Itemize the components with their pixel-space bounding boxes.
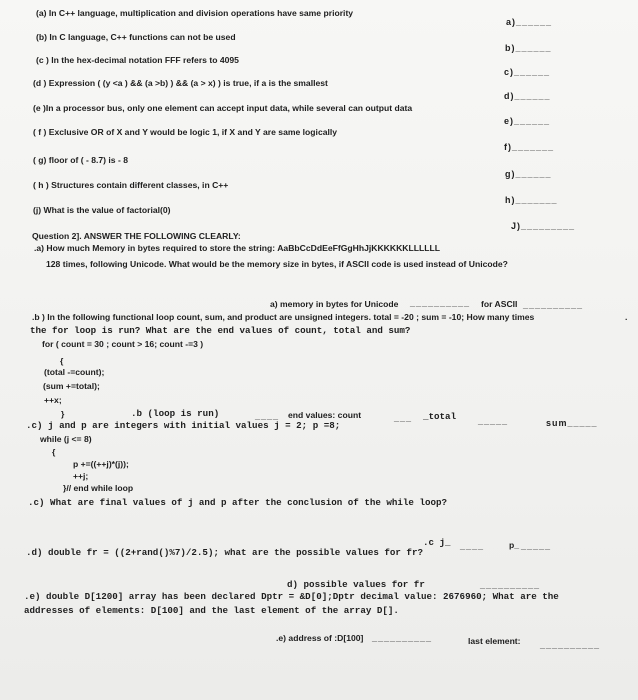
answer-blank-c: c)______ (504, 67, 551, 77)
q2a-ascii-blank: __________ (523, 300, 584, 310)
q2c-answer-p: p_ (509, 540, 520, 550)
statement-g: ( g) floor of ( - 8.7) is - 8 (33, 155, 129, 165)
statement-d: (d ) Expression ( (y <a ) && (a >b) ) && (a > x) ) is true, if a is the smallest (33, 78, 328, 88)
answer-blank-j: J)_________ (511, 221, 576, 231)
q2a-for-ascii: for ASCII (481, 299, 518, 309)
answer-blank-g: g)______ (505, 169, 552, 179)
statement-h: ( h ) Structures contain different classes, in C++ (33, 180, 229, 190)
q2d-blank: __________ (480, 580, 541, 590)
answer-blank-h: h)_______ (505, 195, 558, 205)
statement-f: ( f ) Exclusive OR of X and Y would be logic 1, if X and Y are same logically (33, 127, 338, 137)
code-brace-open: { (60, 356, 64, 366)
q2e-answer: .e) address of :D[100] (276, 633, 364, 643)
q2b-total-label: _total (423, 411, 457, 422)
q2c-j-blank: ____ (460, 541, 485, 551)
q2d-answer: d) possible values for fr (287, 579, 425, 590)
statement-a: (a) In C++ language, multiplication and division operations have same priority (36, 8, 354, 18)
q2b-sum-blank: sum_____ (546, 418, 598, 428)
q2e-line2: addresses of elements: D[100] and the last element of the array D[]. (24, 605, 399, 616)
code-sum-line: (sum +=total); (43, 381, 100, 391)
q2a-line2: 128 times, following Unicode. What would be the memory size in bytes, if ASCII code is used instead of Unicode? (46, 259, 508, 269)
q2e-line1: .e) double D[1200] array has been declared Dptr = &D[0];Dptr decimal value: 2676960; What are the (24, 591, 559, 602)
code-brace-close: } (61, 409, 65, 419)
code-x-line: ++x; (44, 395, 62, 405)
q2b-line2: the for loop is run? What are the end values of count, total and sum? (30, 325, 411, 336)
q2e-blank1: __________ (372, 633, 433, 643)
q2c-p-blank: _____ (521, 541, 552, 551)
q2a-unicode-blank: __________ (410, 298, 471, 308)
answer-blank-e: e)______ (504, 116, 551, 126)
q2c-answer-j: .c j_ (423, 537, 451, 548)
q2a-answer-label: a) memory in bytes for Unicode (270, 299, 399, 309)
statement-j: (j) What is the value of factorial(0) (33, 205, 171, 215)
code-brace-open-2: { (52, 447, 56, 457)
answer-blank-b: b)______ (505, 43, 552, 53)
answer-blank-f: f)_______ (504, 142, 555, 152)
answer-blank-a: a)______ (506, 17, 553, 27)
q2b-count-blank: ___ (394, 413, 413, 423)
q2b-total-blank: _____ (478, 416, 509, 426)
q2e-last-element: last element: (468, 636, 521, 646)
q2c-line2: .c) What are final values of j and p after the conclusion of the while loop? (28, 497, 448, 508)
answer-blank-d: d)______ (504, 91, 551, 101)
code-total-line: (total -=count); (44, 367, 105, 377)
statement-b: (b) In C language, C++ functions can not be used (36, 32, 236, 42)
statement-e: (e )In a processor bus, only one element can accept input data, while several can output data (33, 103, 413, 113)
code-while-line: while (j <= 8) (40, 434, 92, 444)
q2d-line: .d) double fr = ((2+rand()%7)/2.5); what are the possible values for fr? (26, 547, 423, 558)
q2b-line1: .b ) In the following functional loop count, sum, and product are unsigned integers. total = -20 ; sum = -10; How many times (32, 312, 535, 322)
q2b-loop-blank: ____ (255, 411, 280, 421)
q2b-loop-label: .b (loop is run) (131, 408, 220, 419)
code-p-line: p +=((++j)*(j)); (73, 459, 129, 469)
q2e-blank2: __________ (540, 640, 601, 650)
q2a-line1: .a) How much Memory in bytes required to store the string: AaBbCcDdEeFfGgHhJjKKKKKKLLLLLL (34, 243, 440, 253)
code-j-line: ++j; (73, 471, 89, 481)
statement-c: (c ) In the hex-decimal notation FFF refers to 4095 (36, 55, 239, 65)
question2-heading: Question 2]. ANSWER THE FOLLOWING CLEARLY: (32, 231, 241, 241)
q2c-line1: .c) j and p are integers with initial values j = 2; p =8; (26, 420, 341, 431)
code-for-line: for ( count = 30 ; count > 16; count -=3 ) (42, 339, 204, 349)
code-end-while: }// end while loop (63, 483, 134, 493)
q2b-end-values: end values: count (288, 410, 362, 420)
q2b-dot: . (625, 312, 628, 322)
